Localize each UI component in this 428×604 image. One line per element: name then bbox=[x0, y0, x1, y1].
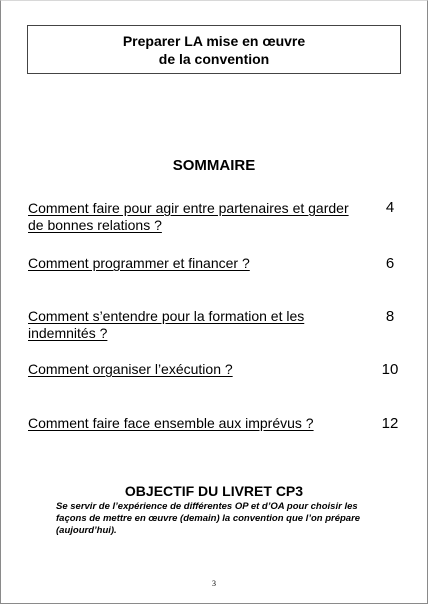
toc-entry-line-1: Comment programmer et financer ? bbox=[28, 255, 250, 271]
toc-entry-line-2: de bonnes relations ? bbox=[28, 217, 162, 233]
toc-page-number: 10 bbox=[381, 361, 399, 378]
toc-entry-line-2: indemnités ? bbox=[28, 325, 108, 341]
toc-entry-partenaires[interactable] bbox=[28, 200, 362, 234]
sommaire-heading: SOMMAIRE bbox=[172, 157, 256, 174]
toc-page-number: 12 bbox=[381, 415, 399, 432]
toc-page-number: 4 bbox=[385, 199, 395, 216]
toc-entry-line-1: Comment faire face ensemble aux imprévus ? bbox=[28, 415, 314, 431]
toc-page-number: 8 bbox=[385, 308, 395, 325]
toc-entry-line-1: Comment s’entendre pour la formation et les bbox=[28, 308, 305, 324]
objectif-text: Se servir de l’expérience de différentes OP et d’OA pour choisir les façons de mettre en œuvre (demain) la convention que l’on prépare (aujourd’hui). bbox=[56, 501, 361, 536]
toc-entry-formation[interactable] bbox=[28, 308, 362, 342]
toc-page-number: 6 bbox=[385, 255, 395, 272]
toc-entry-imprevus[interactable] bbox=[28, 415, 362, 432]
title-line-2: de la convention bbox=[158, 50, 270, 67]
page-number: 3 bbox=[212, 579, 216, 588]
title-line-1: Preparer LA mise en œuvre bbox=[122, 32, 306, 49]
objectif-heading: OBJECTIF DU LIVRET CP3 bbox=[124, 483, 304, 499]
toc-entry-line-1: Comment organiser l’exécution ? bbox=[28, 361, 233, 377]
toc-entry-execution[interactable] bbox=[28, 361, 362, 378]
toc-entry-line-1: Comment faire pour agir entre partenaires et garder bbox=[28, 200, 349, 216]
title-box bbox=[27, 25, 401, 74]
toc-entry-programmer[interactable] bbox=[28, 255, 362, 272]
